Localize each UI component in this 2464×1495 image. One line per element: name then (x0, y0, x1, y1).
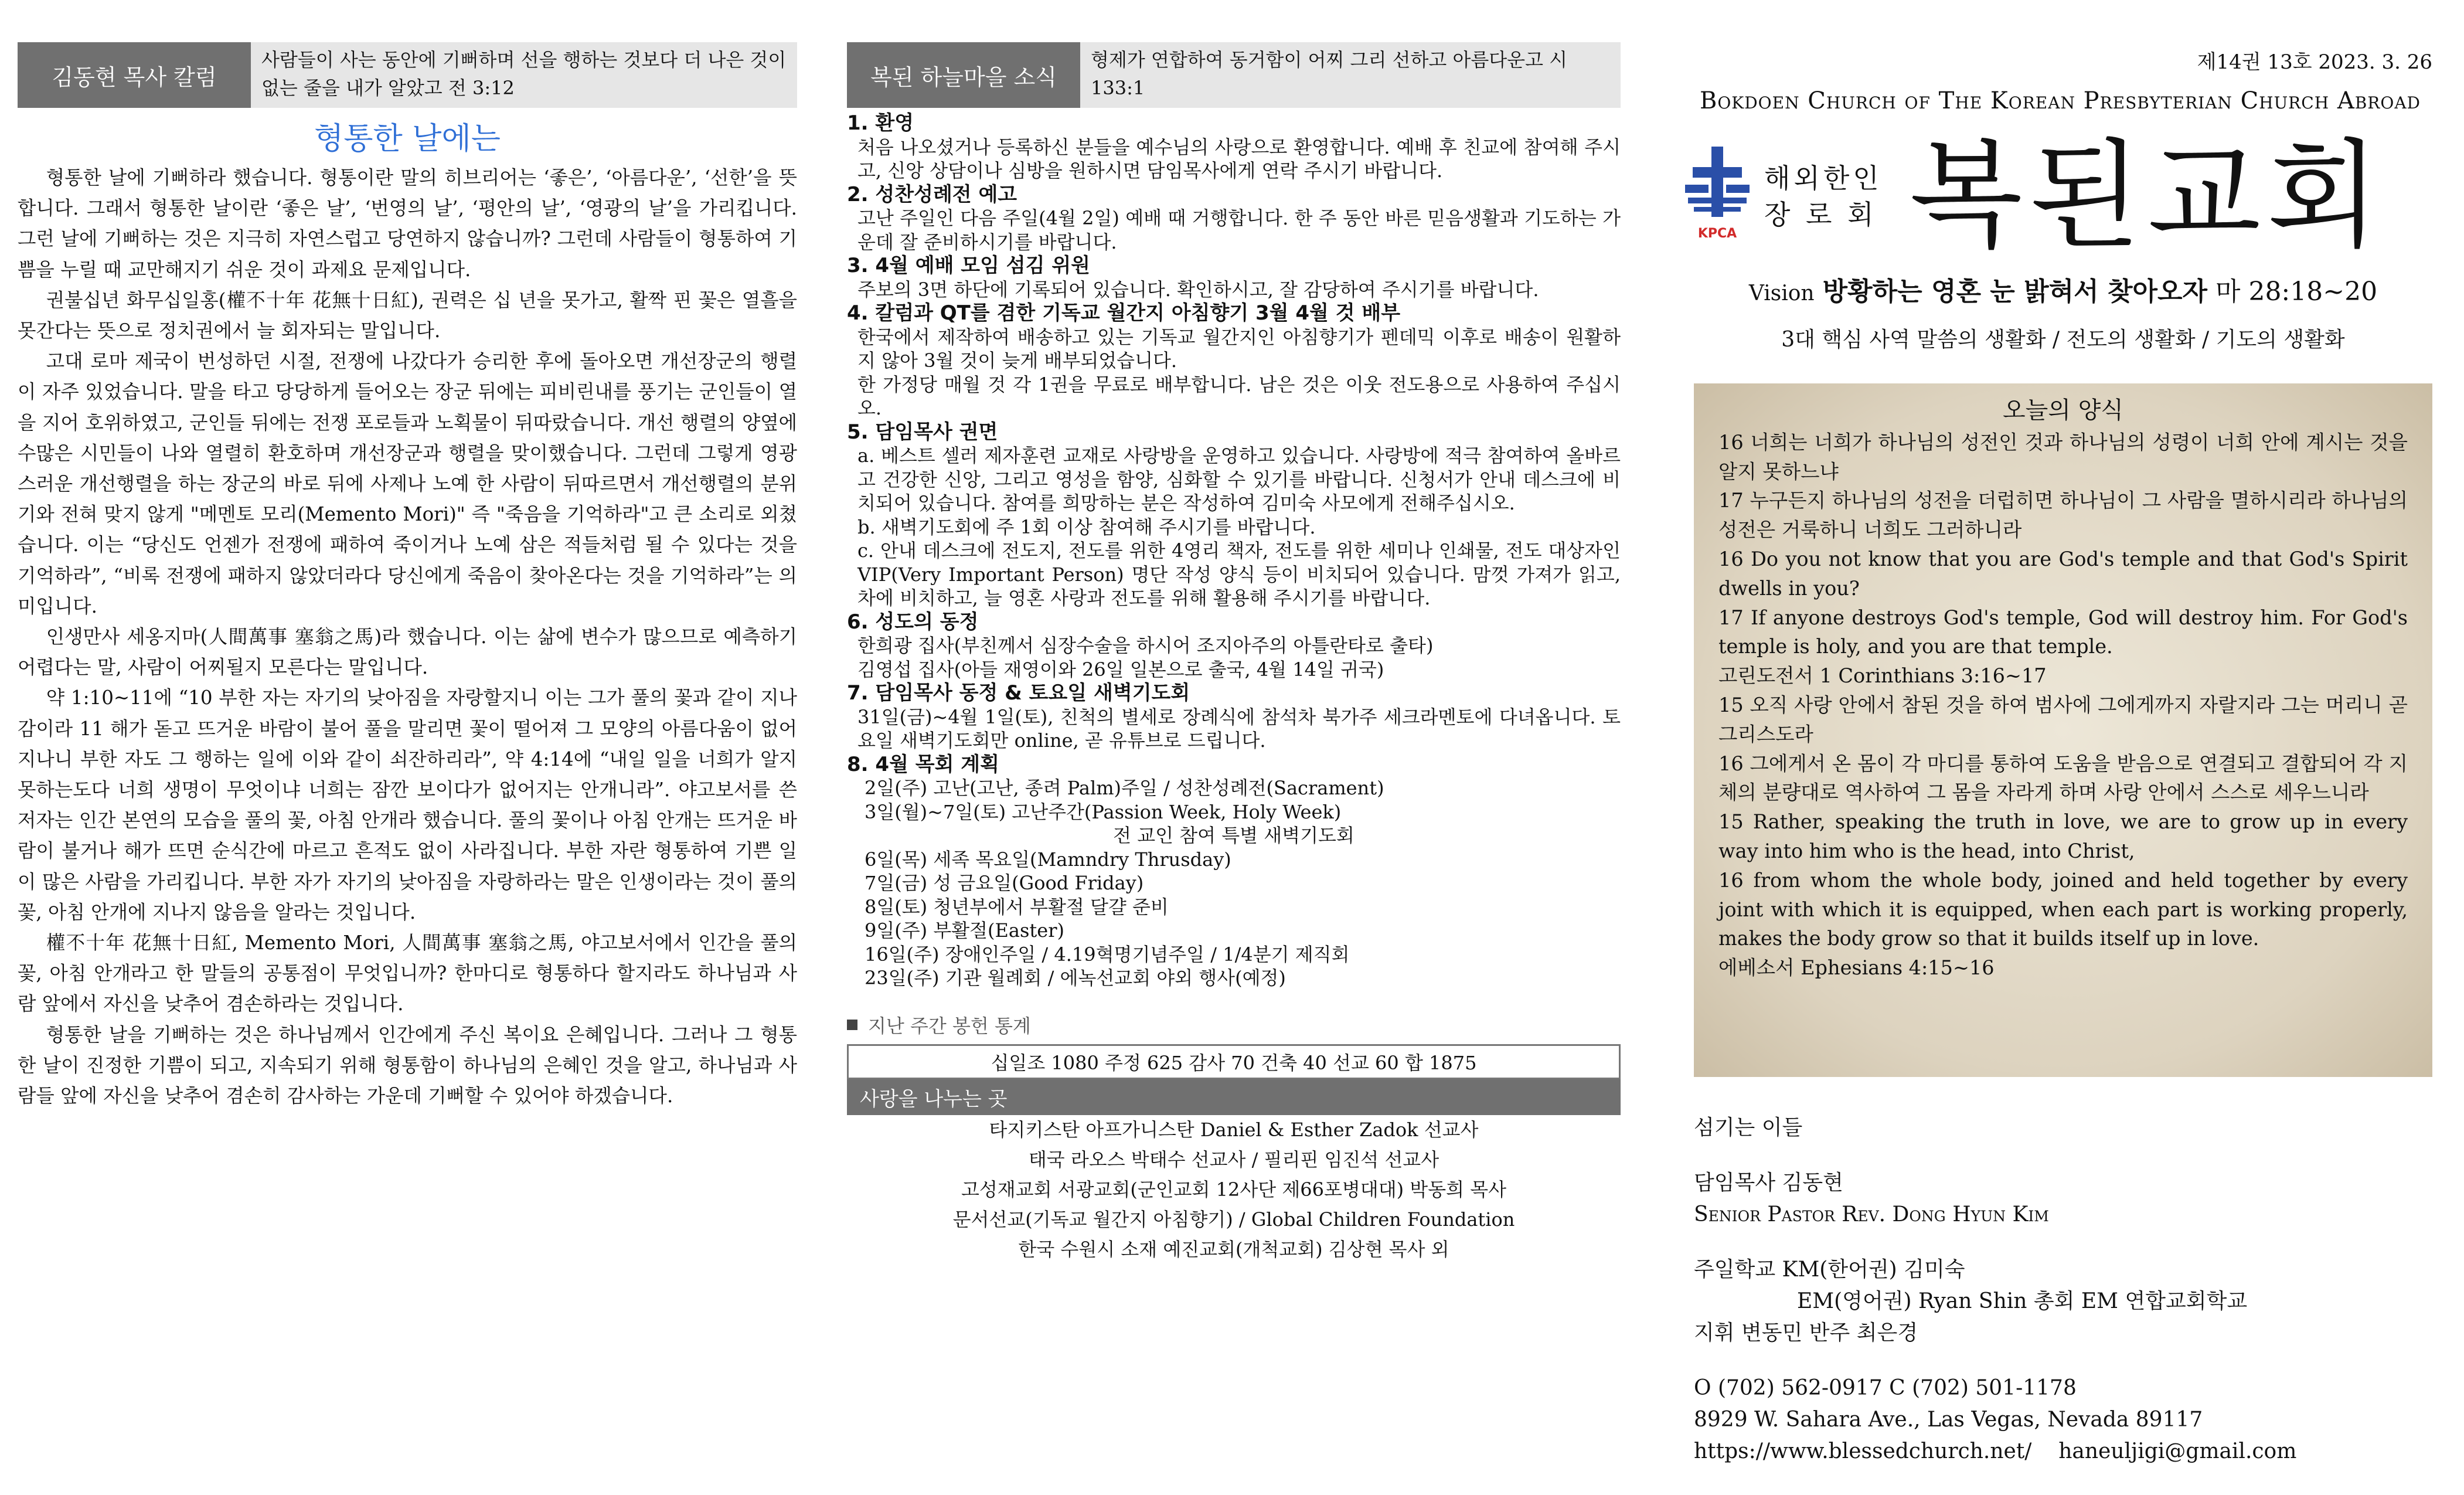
column-tag: 김동현 목사 칼럼 (18, 42, 251, 108)
news-heading: 3. 4월 예배 모임 섬김 위원 (847, 254, 1091, 277)
schedule-item: 2일(주) 고난(고난, 종려 Palm)주일 / 성찬성례전(Sacrament) (865, 777, 1384, 799)
pastor-column (18, 0, 797, 1495)
vision-reference: 마 28:18~20 (2215, 277, 2378, 307)
choir-staff: 지휘 변동민 반주 최은경 (1694, 1321, 1918, 1345)
news-line: 한희광 집사(부친께서 심장수술을 하시어 조지아주의 아틀란타로 출타) (857, 634, 1434, 657)
staff-heading: 섬기는 이들 (1694, 1116, 1803, 1140)
news-heading: 2. 성찬성례전 예고 (847, 182, 1017, 206)
bulletin-cover (1682, 0, 2444, 1495)
news-line: a. 베스트 셀러 제자훈련 교재로 사랑방을 운영하고 있습니다. 사랑방에 적극 참여하여 올바르고 건강한 신앙, 그리고 영성을 함양, 심화할 수 있기를 바랍니다. 신청서가 안내 데스크에 비치되어 있습니다. 참여를 희망하는 분은 작성하여 김미숙 사모에게 전해주십시오. (857, 444, 1621, 514)
schedule-item: 3일(월)~7일(토) 고난주간(Passion Week, Holy Week) (865, 800, 1342, 823)
column-body (18, 162, 797, 1111)
news-heading: 1. 환영 (847, 111, 914, 135)
news-line: 처음 나오셨거나 등록하신 분들을 예수님의 사랑으로 환영합니다. 예배 후 친교에 참여해 주시고, 신앙 상담이나 심방을 원하시면 담임목사에게 연락 주시기 바랍니다. (857, 135, 1621, 182)
column-quote: 사람들이 사는 동안에 기뻐하며 선을 행하는 것보다 더 나은 것이 없는 줄을 내가 알았고 전 3:12 (251, 42, 797, 108)
column-title: 형통한 날에는 (314, 121, 501, 157)
core-ministries: 3대 핵심 사역 말씀의 생활화 / 전도의 생활화 / 기도의 생활화 (1781, 328, 2345, 352)
church-name: 복된교회 (1909, 128, 2386, 264)
news-line: 김영섭 집사(아들 재영이와 26일 일본으로 출국, 4월 14일 귀국) (857, 658, 1384, 681)
column-header (18, 42, 797, 108)
news-line: 한 가정당 매월 것 각 1권을 무료로 배부합니다. 남은 것은 이웃 전도용으로 사용하여 주십시오. (857, 373, 1621, 419)
schedule-list (847, 776, 1621, 990)
column-paragraph: 인생만사 세옹지마(人間萬事 塞翁之馬)라 했습니다. 이는 삶에 변수가 많으므로 예측하기 어렵다는 말, 사람이 어찌될지 모른다는 말입니다. (18, 626, 797, 679)
mission-item: 한국 수원시 소재 예진교회(개척교회) 김상현 목사 외 (1018, 1238, 1449, 1260)
staff-section (1682, 1112, 2444, 1467)
phone-numbers: O (702) 562-0917 C (702) 501-1178 (1694, 1376, 2077, 1400)
news-heading: 4. 칼럼과 QT를 겸한 기독교 월간지 아침향기 3월 4월 것 배부 (847, 301, 1401, 325)
issue-number: 제14권 13호 2023. 3. 26 (2197, 50, 2432, 74)
column-paragraph: 고대 로마 제국이 번성하던 시절, 전쟁에 나갔다가 승리한 후에 돌아오면 개선장군의 행렬이 자주 있었습니다. 말을 타고 당당하게 들어오는 장군 뒤에는 피비린내를 풍기는 군인들이 열을 지어 호위하였고, 군인들 뒤에는 전쟁 포로들과 노획물이 뒤따랐습니다. 개선 행렬의 양옆에 수많은 시민들이 나와 열렬히 환호하며 개선장군과 행렬을 맞이했습니다. 그런데 그렇게 영광스러운 개선행렬을 하는 장군의 바로 뒤에 사제나 노예 한 사람이 뒤따르면서 개선행렬의 분위기와 전혀 맞지 않게 "메멘토 모리(Memento Mori)" 즉 "죽음을 기억하라"고 큰 소리로 외쳤습니다. 이는 “당신도 언젠가 전쟁에 패하여 죽이거나 노예 삼은 적들처럼 될 수 있다는 것을 기억하라”, “비록 전쟁에 패하지 않았더라다 당신에게 죽음이 찾아온다는 것을 기억하라”는 의미입니다. (18, 350, 797, 617)
email-link[interactable]: haneuljigi@gmail.com (2058, 1439, 2297, 1463)
offering-stats-title: 지난 주간 봉헌 통계 (868, 1014, 1031, 1037)
todays-bread-box (1694, 383, 2432, 1077)
reading-verse: 17 If anyone destroys God's temple, God will destroy him. For God's temple is holy, and you are that temple. (1718, 606, 2408, 658)
denomination (1764, 160, 1883, 233)
mission-item: 문서선교(기독교 월간지 아침향기) / Global Children Foundation (952, 1208, 1515, 1231)
church-english-name (1682, 87, 2444, 114)
column-paragraph: 형통한 날을 기뻐하는 것은 하나님께서 인간에게 주신 복이요 은혜입니다. 그러나 그 형통한 날이 진정한 기쁨이 되고, 지속되기 위해 형통함이 하나님의 은혜인 것을 알고, 하나님과 사람들 앞에 자신을 낮추어 겸손히 감사하는 가운데 기뻐할 수 있어야 하겠습니다. (18, 1023, 797, 1107)
schedule-heading: 8. 4월 목회 계획 (847, 752, 999, 776)
schedule-item: 7일(금) 성 금요일(Good Friday) (865, 872, 1144, 894)
schedule-item: 9일(주) 부활절(Easter) (865, 919, 1064, 942)
logo-text: KPCA (1697, 226, 1737, 241)
news-line: 주보의 3면 하단에 기록되어 있습니다. 확인하시고, 잘 감당하여 주시기를 바랍니다. (857, 278, 1539, 301)
pastor-english: Senior Pastor Rev. Dong Hyun Kim (1694, 1202, 2049, 1226)
news-line: 31일(금)~4월 1일(토), 친척의 별세로 장례식에 참석차 북가주 세크라멘토에 다녀옵니다. 토요일 새벽기도회만 online, 곧 유튜브로 드립니다. (857, 705, 1621, 752)
column-paragraph: 權不十年 花無十日紅, Memento Mori, 人間萬事 塞翁之馬, 야고보서에서 인간을 풀의 꽃, 아침 안개라고 한 말들의 공통점이 무엇입니까? 한마디로 형통하다 할지라도 하나님과 사람 앞에서 자신을 낮추어 겸손하라는 것입니다. (18, 932, 797, 1015)
kpca-cross-logo-icon (1682, 144, 1752, 249)
news-line: b. 새벽기도회에 주 1회 이상 참여해 주시기를 바랍니다. (857, 515, 1316, 538)
offering-stats: 십일조 1080 주정 625 감사 70 건축 40 선교 60 합 1875 (847, 1044, 1621, 1079)
news-list (847, 111, 1621, 990)
reading-verse: 16 너희는 너희가 하나님의 성전인 것과 하나님의 성령이 너희 안에 계시는 것을 알지 못하느냐 (1718, 430, 2408, 483)
mission-item: 타지키스탄 아프가니스탄 Daniel & Esther Zadok 선교사 (989, 1118, 1479, 1141)
reading-verse: 16 그에게서 온 몸이 각 마디를 통하여 도움을 받음으로 연결되고 결합되어 각 지체의 분량대로 역사하여 그 몸을 자라게 하며 사랑 안에서 스스로 세우느니라 (1718, 752, 2408, 804)
mission-item: 태국 라오스 박태수 선교사 / 필리핀 임진석 선교사 (1028, 1148, 1439, 1171)
schedule-item: 6일(목) 세족 목요일(Mamndry Thrusday) (865, 848, 1231, 871)
reading-verse: 15 Rather, speaking the truth in love, we are to grow up in every way into him who is the head, into Christ, (1718, 810, 2408, 862)
column-paragraph: 권불십년 화무십일홍(權不十年 花無十日紅), 권력은 십 년을 못가고, 활짝 핀 꽃은 열흘을 못간다는 뜻으로 정치권에서 늘 회자되는 말입니다. (18, 288, 797, 342)
news-heading: 5. 담임목사 권면 (847, 420, 998, 444)
vision-statement (1682, 270, 2444, 308)
denomination-line-1: 해외한인 (1764, 162, 1883, 194)
missions-list (847, 1115, 1621, 1265)
vision-text: 방황하는 영혼 눈 밝혀서 찾아오자 (1822, 277, 2207, 307)
schedule-item: 8일(토) 청년부에서 부활절 달걀 준비 (865, 895, 1169, 918)
sunday-school-em: EM(영어권) Ryan Shin 총회 EM 연합교회학교 (1797, 1289, 2248, 1313)
website-link[interactable]: https://www.blessedchurch.net/ (1694, 1439, 2032, 1463)
news-tag: 복된 하늘마을 소식 (847, 42, 1080, 108)
church-brand (1682, 126, 2444, 267)
column-paragraph: 형통한 날에 기뻐하라 했습니다. 형통이란 말의 히브리어는 ‘좋은’, ‘아름다운’, ‘선한’을 뜻합니다. 그래서 형통한 날이란 ‘좋은 날’, ‘번영의 날’, ‘평안의 날’, ‘영광의 날’을 가리킵니다. 그런 날에 기뻐하는 것은 지극히 자연스럽고 당연하지 않습니까? 그런데 사람들이 형통하여 기쁨을 누릴 때 교만해지기 쉬운 것이 과제요 문제입니다. (18, 167, 797, 281)
offering-stats-label (847, 1011, 1621, 1038)
schedule-item: 23일(주) 기관 월례회 / 에녹선교회 야외 행사(예정) (865, 967, 1286, 989)
reading-reference: 에베소서 Ephesians 4:15~16 (1718, 956, 1995, 980)
sunday-school-km: 주일학교 KM(한어권) 김미숙 (1694, 1258, 1965, 1282)
reading-verse: 16 from whom the whole body, joined and held together by every joint with which it is equipped, when each part is working properly, makes the body grow so that it builds itself up in love. (1718, 868, 2408, 950)
reading-title: 오늘의 양식 (2003, 397, 2123, 424)
reading-verse: 16 Do you not know that you are God's temple and that God's Spirit dwells in you? (1718, 547, 2408, 600)
news-line: 고난 주일인 다음 주일(4월 2일) 예배 때 거행합니다. 한 주 동안 바른 믿음생활과 기도하는 가운데 잘 준비하시기를 바랍니다. (857, 207, 1621, 253)
mission-item: 고성재교회 서광교회(군인교회 12사단 제66포병대대) 박동희 목사 (961, 1178, 1507, 1201)
news-line: c. 안내 데스크에 전도지, 전도를 위한 4영리 책자, 전도를 위한 세미나 인쇄물, 전도 대상자인 VIP(Very Important Person) 명단 작성 양식 등이 비치되어 있습니다. 맘껏 가져가 읽고, 차에 비치하고, 늘 영혼 사랑과 전도를 위해 활용해 주시기를 바랍니다. (857, 539, 1621, 609)
news-line: 한국에서 제작하여 배송하고 있는 기독교 월간지인 아침향기가 펜데믹 이후로 배송이 원활하지 않아 3월 것이 늦게 배부되었습니다. (857, 325, 1621, 372)
news-header (847, 42, 1621, 108)
church-english-text: Bokdoen Church of The Korean Presbyterian Church Abroad (1699, 87, 2421, 114)
pastor-korean: 담임목사 김동현 (1694, 1171, 1843, 1195)
reading-verse: 15 오직 사랑 안에서 참된 것을 하여 범사에 그에게까지 자랄지라 그는 머리니 곧 그리스도라 (1718, 693, 2408, 746)
schedule-item: 16일(주) 장애인주일 / 4.19혁명기념주일 / 1/4분기 제직회 (865, 943, 1350, 966)
contact-links (1694, 1436, 2444, 1467)
reading-verse: 17 누구든지 하나님의 성전을 더럽히면 하나님이 그 사람을 멸하시리라 하나님의 성전은 거룩하니 너희도 그러하니라 (1718, 489, 2408, 542)
news-quote: 형제가 연합하여 동거함이 어찌 그리 선하고 아름다운고 시 133:1 (1080, 42, 1621, 108)
church-news (847, 0, 1621, 1495)
square-bullet-icon (847, 1020, 857, 1030)
news-heading: 6. 성도의 동정 (847, 610, 979, 634)
schedule-item: 전 교인 참여 특별 새벽기도회 (1113, 824, 1354, 847)
church-address: 8929 W. Sahara Ave., Las Vegas, Nevada 89117 (1694, 1408, 2203, 1432)
vision-label: Vision (1748, 281, 1815, 305)
news-heading: 7. 담임목사 동정 & 토요일 새벽기도회 (847, 681, 1190, 705)
denomination-line-2: 장 로 회 (1764, 199, 1877, 230)
reading-reference: 고린도전서 1 Corinthians 3:16~17 (1718, 664, 2047, 688)
column-paragraph: 약 1:10~11에 “10 부한 자는 자기의 낮아짐을 자랑할지니 이는 그가 풀의 꽃과 같이 지나감이라 11 해가 돋고 뜨거운 바람이 불어 풀을 말리면 꽃이 떨어져 그 모양의 아름다움이 없어지나니 부한 자도 그 행하는 일에 이와 같이 쇠잔하리라”, 약 4:14에 “내일 일을 너희가 알지 못하는도다 너희 생명이 무엇이냐 너희는 잠깐 보이다가 없어지는 안개니라”. 야고보서를 쓴 저자는 인간 본연의 모습을 풀의 꽃, 아침 안개라 했습니다. 풀의 꽃이나 아침 안개는 뜨거운 바람이 불거나 해가 뜨면 순식간에 마르고 흔적도 없이 사라집니다. 부한 자란 형통하여 기쁜 일이 많은 사람을 가리킵니다. 부한 자가 자기의 낮아짐을 자랑하라는 말은 인생이라는 것이 풀의 꽃, 아침 안개에 지나지 않음을 알라는 것입니다. (18, 687, 797, 923)
missions-header: 사랑을 나누는 곳 (847, 1079, 1621, 1115)
